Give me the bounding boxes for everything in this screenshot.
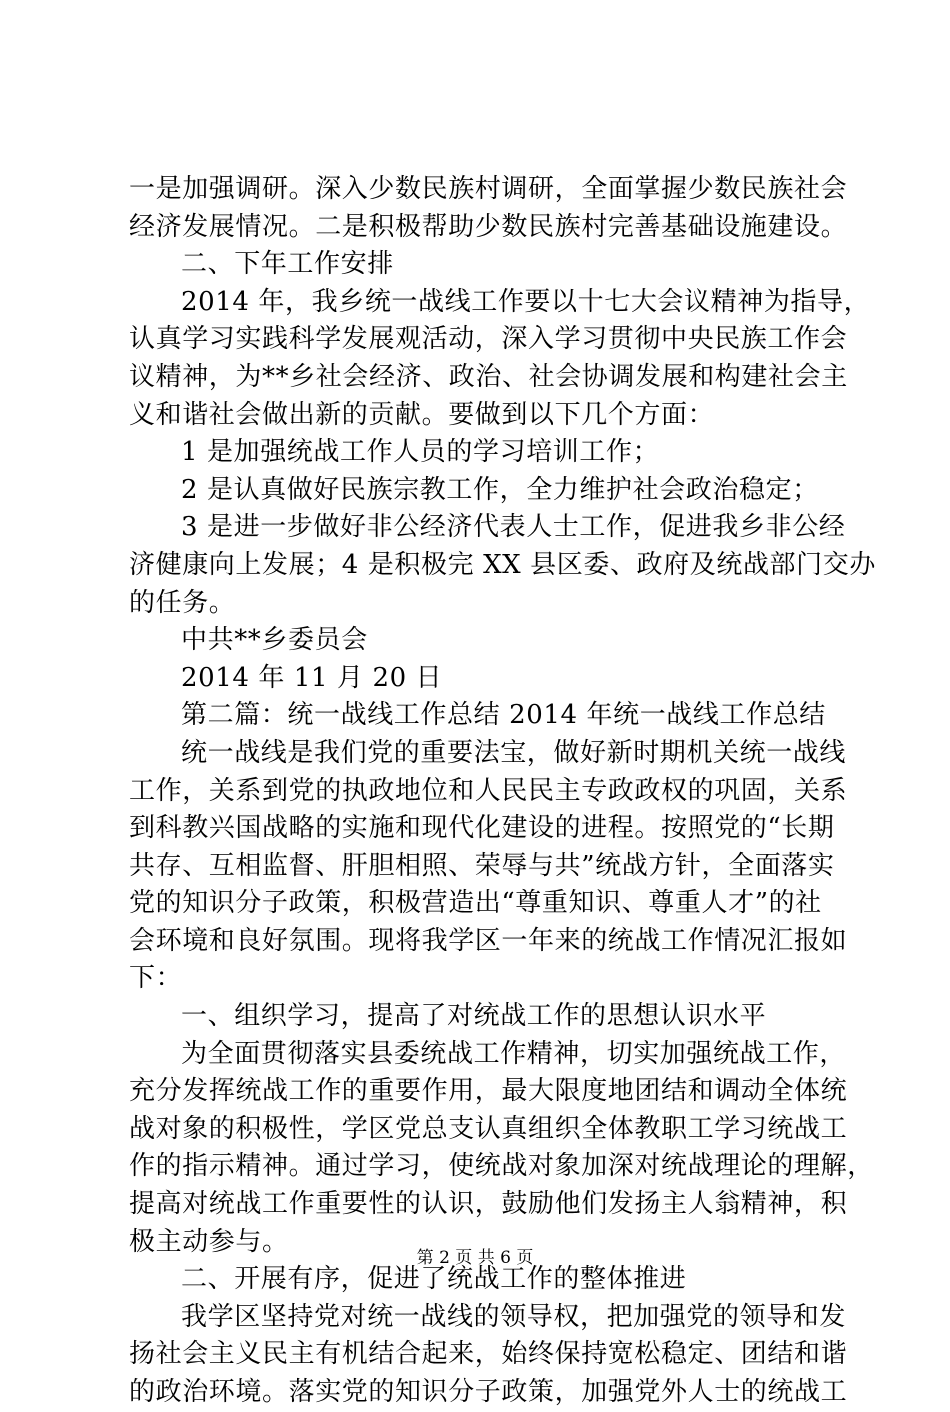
text-line: 扬社会主义民主有机结合起来，始终保持宽松稳定、团结和谐 — [129, 1339, 848, 1370]
text-line: 的政治环境。落实党的知识分子政策，加强党外人士的统战工 — [129, 1377, 848, 1407]
text-line: 二、下年工作安排 — [181, 249, 394, 280]
text-line: 一、组织学习，提高了对统战工作的思想认识水平 — [181, 1001, 767, 1032]
text-line: 统一战线是我们党的重要法宝，做好新时期机关统一战线 — [181, 737, 847, 768]
text-line: 经济发展情况。二是积极帮助少数民族村完善基础设施建设。 — [129, 211, 848, 242]
document-body — [129, 171, 876, 1412]
text-line: 到科教兴国战略的实施和现代化建设的进程。按照党的“长期 — [129, 813, 835, 844]
text-line: 党的知识分子政策，积极营造出“尊重知识、尊重人才”的社 — [129, 888, 822, 919]
text-line: 下： — [129, 963, 183, 994]
text-line: 为全面贯彻落实县委统战工作精神，切实加强统战工作， — [181, 1038, 847, 1069]
text-line: 工作，关系到党的执政地位和人民民主专政政权的巩固，关系 — [129, 775, 848, 806]
text-line: 二、开展有序，促进了统战工作的整体推进 — [181, 1264, 687, 1295]
text-line: 2014 年，我乡统一战线工作要以十七大会议精神为指导， — [181, 286, 871, 317]
text-line: 战对象的积极性，学区党总支认真组织全体教职工学习统战工 — [129, 1113, 848, 1144]
text-line: 作的指示精神。通过学习，使统战对象加深对统战理论的理解， — [129, 1151, 874, 1182]
text-line: 一是加强调研。深入少数民族村调研，全面掌握少数民族社会 — [129, 174, 848, 204]
text-line: 会环境和良好氛围。现将我学区一年来的统战工作情况汇报如 — [129, 925, 848, 956]
text-line: 充分发挥统战工作的重要作用，最大限度地团结和调动全体统 — [129, 1076, 848, 1107]
text-line: 议精神，为**乡社会经济、政治、社会协调发展和构建社会主 — [129, 361, 848, 392]
text-line: 济健康向上发展；4 是积极完 XX 县区委、政府及统战部门交办 — [129, 549, 876, 580]
text-line: 提高对统战工作重要性的认识，鼓励他们发扬主人翁精神，积 — [129, 1189, 848, 1220]
text-line: 2 是认真做好民族宗教工作，全力维护社会政治稳定； — [181, 474, 819, 505]
text-line: 1 是加强统战工作人员的学习培训工作； — [181, 437, 660, 468]
text-line: 中共**乡委员会 — [181, 625, 368, 656]
text-line: 第二篇：统一战线工作总结 2014 年统一战线工作总结 — [181, 700, 826, 731]
text-line: 认真学习实践科学发展观活动，深入学习贯彻中央民族工作会 — [129, 324, 848, 355]
text-line: 的任务。 — [129, 587, 236, 618]
text-line: 极主动参与。 — [129, 1226, 289, 1257]
text-line: 3 是进一步做好非公经济代表人士工作，促进我乡非公经 — [181, 512, 846, 543]
page-footer: 第 2 页 共 6 页 — [416, 1248, 534, 1268]
text-line: 共存、互相监督、肝胆相照、荣辱与共”统战方针，全面落实 — [129, 850, 835, 881]
text-line: 义和谐社会做出新的贡献。要做到以下几个方面： — [129, 399, 715, 430]
text-line: 2014 年 11 月 20 日 — [181, 662, 443, 693]
text-line: 我学区坚持党对统一战线的领导权，把加强党的领导和发 — [181, 1301, 847, 1332]
